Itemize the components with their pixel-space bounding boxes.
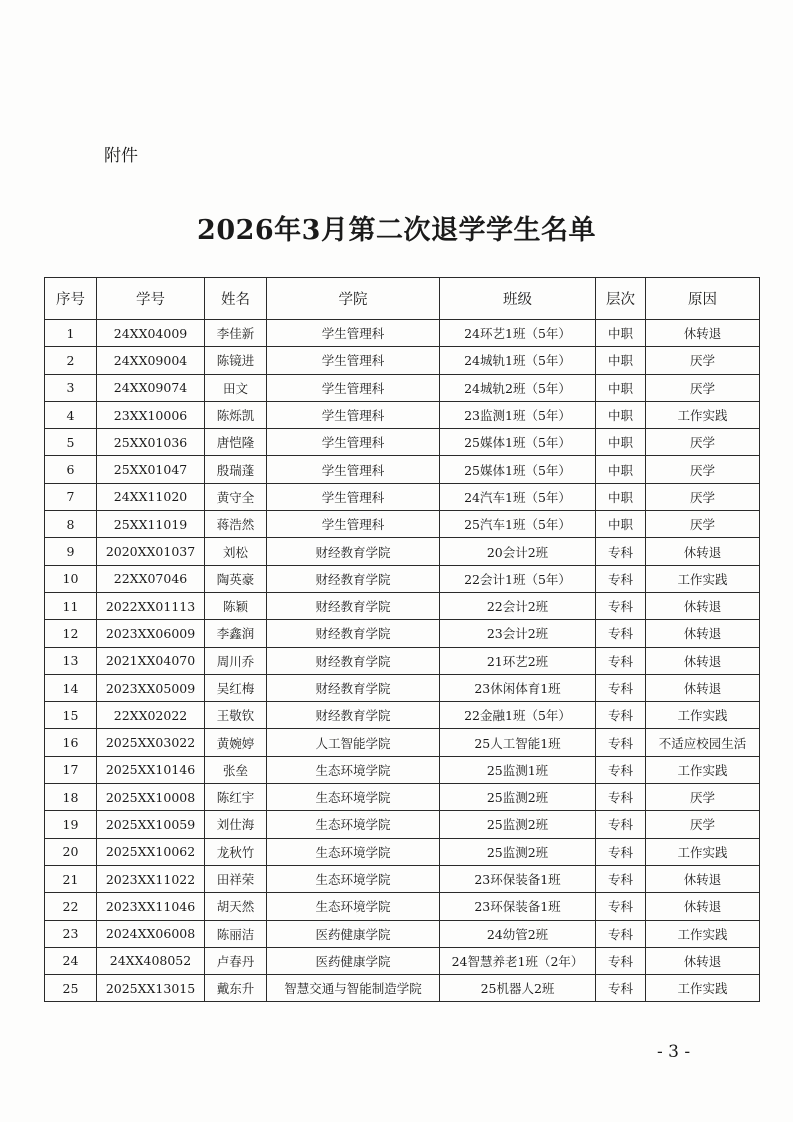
cell-student-id: 2023XX05009 xyxy=(97,674,205,701)
cell-college: 医药健康学院 xyxy=(267,920,440,947)
cell-class: 23会计2班 xyxy=(440,620,596,647)
cell-name: 陈红宇 xyxy=(205,784,267,811)
cell-name: 黄婉婷 xyxy=(205,729,267,756)
header-level: 层次 xyxy=(596,278,646,320)
cell-class: 23监测1班（5年） xyxy=(440,401,596,428)
table-row xyxy=(45,592,760,619)
cell-college: 学生管理科 xyxy=(267,483,440,510)
cell-college: 财经教育学院 xyxy=(267,538,440,565)
table-row xyxy=(45,429,760,456)
cell-college: 生态环境学院 xyxy=(267,893,440,920)
cell-student-id: 2023XX11046 xyxy=(97,893,205,920)
cell-reason: 工作实践 xyxy=(646,401,760,428)
cell-name: 王敬钦 xyxy=(205,702,267,729)
cell-level: 专科 xyxy=(596,811,646,838)
header-index: 序号 xyxy=(45,278,97,320)
document-title: 2026年3月第二次退学学生名单 xyxy=(197,215,596,246)
cell-name: 田祥荣 xyxy=(205,865,267,892)
cell-class: 25机器人2班 xyxy=(440,975,596,1002)
table-row xyxy=(45,565,760,592)
cell-reason: 工作实践 xyxy=(646,702,760,729)
cell-level: 中职 xyxy=(596,401,646,428)
table-row xyxy=(45,538,760,565)
cell-student-id: 25XX01047 xyxy=(97,456,205,483)
cell-index: 10 xyxy=(45,565,97,592)
cell-name: 龙秋竹 xyxy=(205,838,267,865)
cell-college: 生态环境学院 xyxy=(267,811,440,838)
table-row xyxy=(45,483,760,510)
cell-name: 周川乔 xyxy=(205,647,267,674)
cell-name: 黄守全 xyxy=(205,483,267,510)
cell-index: 22 xyxy=(45,893,97,920)
cell-index: 8 xyxy=(45,511,97,538)
cell-college: 财经教育学院 xyxy=(267,620,440,647)
cell-index: 9 xyxy=(45,538,97,565)
cell-class: 25媒体1班（5年） xyxy=(440,429,596,456)
cell-level: 专科 xyxy=(596,975,646,1002)
cell-reason: 工作实践 xyxy=(646,975,760,1002)
table-row xyxy=(45,702,760,729)
cell-college: 生态环境学院 xyxy=(267,865,440,892)
cell-name: 刘仕海 xyxy=(205,811,267,838)
cell-index: 11 xyxy=(45,592,97,619)
cell-class: 25汽车1班（5年） xyxy=(440,511,596,538)
cell-student-id: 2023XX11022 xyxy=(97,865,205,892)
table-row xyxy=(45,647,760,674)
cell-level: 专科 xyxy=(596,565,646,592)
cell-class: 24城轨1班（5年） xyxy=(440,347,596,374)
table-row xyxy=(45,620,760,647)
cell-index: 19 xyxy=(45,811,97,838)
cell-index: 12 xyxy=(45,620,97,647)
cell-college: 智慧交通与智能制造学院 xyxy=(267,975,440,1002)
table-row xyxy=(45,756,760,783)
cell-name: 陈镜进 xyxy=(205,347,267,374)
cell-level: 专科 xyxy=(596,947,646,974)
cell-college: 医药健康学院 xyxy=(267,947,440,974)
cell-name: 戴东升 xyxy=(205,975,267,1002)
cell-level: 专科 xyxy=(596,538,646,565)
cell-student-id: 2025XX13015 xyxy=(97,975,205,1002)
page-number: - 3 - xyxy=(657,1042,691,1062)
cell-reason: 工作实践 xyxy=(646,565,760,592)
table-row xyxy=(45,347,760,374)
cell-class: 23环保装备1班 xyxy=(440,893,596,920)
cell-name: 吴红梅 xyxy=(205,674,267,701)
cell-student-id: 2025XX10146 xyxy=(97,756,205,783)
cell-student-id: 24XX11020 xyxy=(97,483,205,510)
cell-level: 专科 xyxy=(596,702,646,729)
cell-reason: 厌学 xyxy=(646,456,760,483)
table-row xyxy=(45,947,760,974)
cell-class: 25监测2班 xyxy=(440,784,596,811)
cell-class: 25监测1班 xyxy=(440,756,596,783)
cell-college: 人工智能学院 xyxy=(267,729,440,756)
cell-reason: 工作实践 xyxy=(646,756,760,783)
cell-class: 25人工智能1班 xyxy=(440,729,596,756)
cell-name: 田文 xyxy=(205,374,267,401)
header-name: 姓名 xyxy=(205,278,267,320)
cell-student-id: 2022XX01113 xyxy=(97,592,205,619)
cell-name: 陈颖 xyxy=(205,592,267,619)
cell-index: 25 xyxy=(45,975,97,1002)
cell-level: 专科 xyxy=(596,756,646,783)
cell-level: 中职 xyxy=(596,456,646,483)
cell-reason: 厌学 xyxy=(646,511,760,538)
cell-student-id: 24XX09074 xyxy=(97,374,205,401)
cell-class: 22会计2班 xyxy=(440,592,596,619)
cell-index: 21 xyxy=(45,865,97,892)
cell-college: 财经教育学院 xyxy=(267,674,440,701)
cell-level: 专科 xyxy=(596,893,646,920)
cell-student-id: 25XX11019 xyxy=(97,511,205,538)
cell-index: 20 xyxy=(45,838,97,865)
cell-class: 25媒体1班（5年） xyxy=(440,456,596,483)
cell-reason: 厌学 xyxy=(646,811,760,838)
cell-college: 学生管理科 xyxy=(267,401,440,428)
cell-class: 22会计1班（5年） xyxy=(440,565,596,592)
attachment-label: 附件 xyxy=(104,146,138,166)
cell-student-id: 2025XX03022 xyxy=(97,729,205,756)
cell-level: 中职 xyxy=(596,347,646,374)
cell-student-id: 24XX408052 xyxy=(97,947,205,974)
cell-level: 专科 xyxy=(596,920,646,947)
cell-class: 24环艺1班（5年） xyxy=(440,320,596,347)
cell-name: 李鑫润 xyxy=(205,620,267,647)
cell-student-id: 23XX10006 xyxy=(97,401,205,428)
header-reason: 原因 xyxy=(646,278,760,320)
cell-student-id: 24XX09004 xyxy=(97,347,205,374)
table-row xyxy=(45,838,760,865)
cell-college: 财经教育学院 xyxy=(267,565,440,592)
cell-index: 1 xyxy=(45,320,97,347)
cell-reason: 休转退 xyxy=(646,865,760,892)
cell-student-id: 2020XX01037 xyxy=(97,538,205,565)
cell-class: 21环艺2班 xyxy=(440,647,596,674)
cell-reason: 厌学 xyxy=(646,784,760,811)
cell-reason: 工作实践 xyxy=(646,838,760,865)
cell-student-id: 2025XX10008 xyxy=(97,784,205,811)
cell-student-id: 24XX04009 xyxy=(97,320,205,347)
cell-name: 陈丽洁 xyxy=(205,920,267,947)
table-row xyxy=(45,674,760,701)
cell-index: 7 xyxy=(45,483,97,510)
cell-college: 学生管理科 xyxy=(267,429,440,456)
cell-name: 殷瑞蓬 xyxy=(205,456,267,483)
cell-level: 中职 xyxy=(596,374,646,401)
cell-college: 学生管理科 xyxy=(267,347,440,374)
table-row xyxy=(45,729,760,756)
cell-index: 17 xyxy=(45,756,97,783)
table-row xyxy=(45,975,760,1002)
cell-college: 生态环境学院 xyxy=(267,838,440,865)
cell-reason: 休转退 xyxy=(646,947,760,974)
cell-college: 学生管理科 xyxy=(267,320,440,347)
cell-index: 15 xyxy=(45,702,97,729)
cell-student-id: 2025XX10059 xyxy=(97,811,205,838)
cell-student-id: 2024XX06008 xyxy=(97,920,205,947)
table-row xyxy=(45,511,760,538)
cell-reason: 休转退 xyxy=(646,620,760,647)
cell-student-id: 2021XX04070 xyxy=(97,647,205,674)
cell-student-id: 2025XX10062 xyxy=(97,838,205,865)
cell-reason: 休转退 xyxy=(646,320,760,347)
cell-college: 生态环境学院 xyxy=(267,756,440,783)
cell-class: 23休闲体育1班 xyxy=(440,674,596,701)
cell-name: 陶英豪 xyxy=(205,565,267,592)
cell-reason: 休转退 xyxy=(646,674,760,701)
table-row xyxy=(45,456,760,483)
cell-level: 专科 xyxy=(596,592,646,619)
cell-level: 中职 xyxy=(596,483,646,510)
table-row xyxy=(45,374,760,401)
cell-reason: 厌学 xyxy=(646,429,760,456)
table-row xyxy=(45,784,760,811)
cell-reason: 休转退 xyxy=(646,592,760,619)
cell-index: 2 xyxy=(45,347,97,374)
header-class: 班级 xyxy=(440,278,596,320)
cell-college: 学生管理科 xyxy=(267,374,440,401)
cell-college: 生态环境学院 xyxy=(267,784,440,811)
cell-level: 专科 xyxy=(596,620,646,647)
cell-college: 财经教育学院 xyxy=(267,702,440,729)
cell-name: 卢春丹 xyxy=(205,947,267,974)
table-body xyxy=(45,320,760,1002)
table-row xyxy=(45,320,760,347)
header-college: 学院 xyxy=(267,278,440,320)
cell-college: 财经教育学院 xyxy=(267,592,440,619)
cell-name: 李佳新 xyxy=(205,320,267,347)
cell-index: 5 xyxy=(45,429,97,456)
cell-index: 23 xyxy=(45,920,97,947)
cell-level: 中职 xyxy=(596,511,646,538)
cell-class: 25监测2班 xyxy=(440,838,596,865)
table-row xyxy=(45,401,760,428)
table-row xyxy=(45,893,760,920)
table-header-row xyxy=(45,278,760,320)
cell-reason: 不适应校园生活 xyxy=(646,729,760,756)
table-row xyxy=(45,811,760,838)
cell-class: 23环保装备1班 xyxy=(440,865,596,892)
cell-name: 胡天然 xyxy=(205,893,267,920)
cell-student-id: 22XX02022 xyxy=(97,702,205,729)
cell-name: 刘松 xyxy=(205,538,267,565)
cell-index: 24 xyxy=(45,947,97,974)
cell-student-id: 2023XX06009 xyxy=(97,620,205,647)
cell-reason: 休转退 xyxy=(646,538,760,565)
cell-reason: 厌学 xyxy=(646,374,760,401)
cell-index: 14 xyxy=(45,674,97,701)
cell-college: 财经教育学院 xyxy=(267,647,440,674)
header-student-id: 学号 xyxy=(97,278,205,320)
cell-level: 专科 xyxy=(596,647,646,674)
cell-class: 25监测2班 xyxy=(440,811,596,838)
cell-class: 24城轨2班（5年） xyxy=(440,374,596,401)
cell-student-id: 25XX01036 xyxy=(97,429,205,456)
cell-class: 22金融1班（5年） xyxy=(440,702,596,729)
cell-level: 专科 xyxy=(596,865,646,892)
cell-reason: 厌学 xyxy=(646,483,760,510)
cell-level: 专科 xyxy=(596,729,646,756)
cell-class: 20会计2班 xyxy=(440,538,596,565)
cell-reason: 休转退 xyxy=(646,647,760,674)
cell-class: 24智慧养老1班（2年） xyxy=(440,947,596,974)
cell-index: 18 xyxy=(45,784,97,811)
cell-college: 学生管理科 xyxy=(267,456,440,483)
cell-index: 3 xyxy=(45,374,97,401)
cell-class: 24汽车1班（5年） xyxy=(440,483,596,510)
cell-index: 16 xyxy=(45,729,97,756)
table-row xyxy=(45,920,760,947)
cell-reason: 休转退 xyxy=(646,893,760,920)
cell-level: 专科 xyxy=(596,784,646,811)
cell-college: 学生管理科 xyxy=(267,511,440,538)
withdrawal-roster-table xyxy=(44,277,760,1002)
cell-class: 24幼管2班 xyxy=(440,920,596,947)
cell-student-id: 22XX07046 xyxy=(97,565,205,592)
cell-name: 张垒 xyxy=(205,756,267,783)
cell-index: 13 xyxy=(45,647,97,674)
cell-name: 陈烁凯 xyxy=(205,401,267,428)
cell-level: 中职 xyxy=(596,320,646,347)
cell-level: 中职 xyxy=(596,429,646,456)
cell-level: 专科 xyxy=(596,674,646,701)
cell-reason: 工作实践 xyxy=(646,920,760,947)
cell-index: 4 xyxy=(45,401,97,428)
cell-reason: 厌学 xyxy=(646,347,760,374)
cell-level: 专科 xyxy=(596,838,646,865)
cell-index: 6 xyxy=(45,456,97,483)
cell-name: 唐恺隆 xyxy=(205,429,267,456)
table-row xyxy=(45,865,760,892)
cell-name: 蒋浩然 xyxy=(205,511,267,538)
